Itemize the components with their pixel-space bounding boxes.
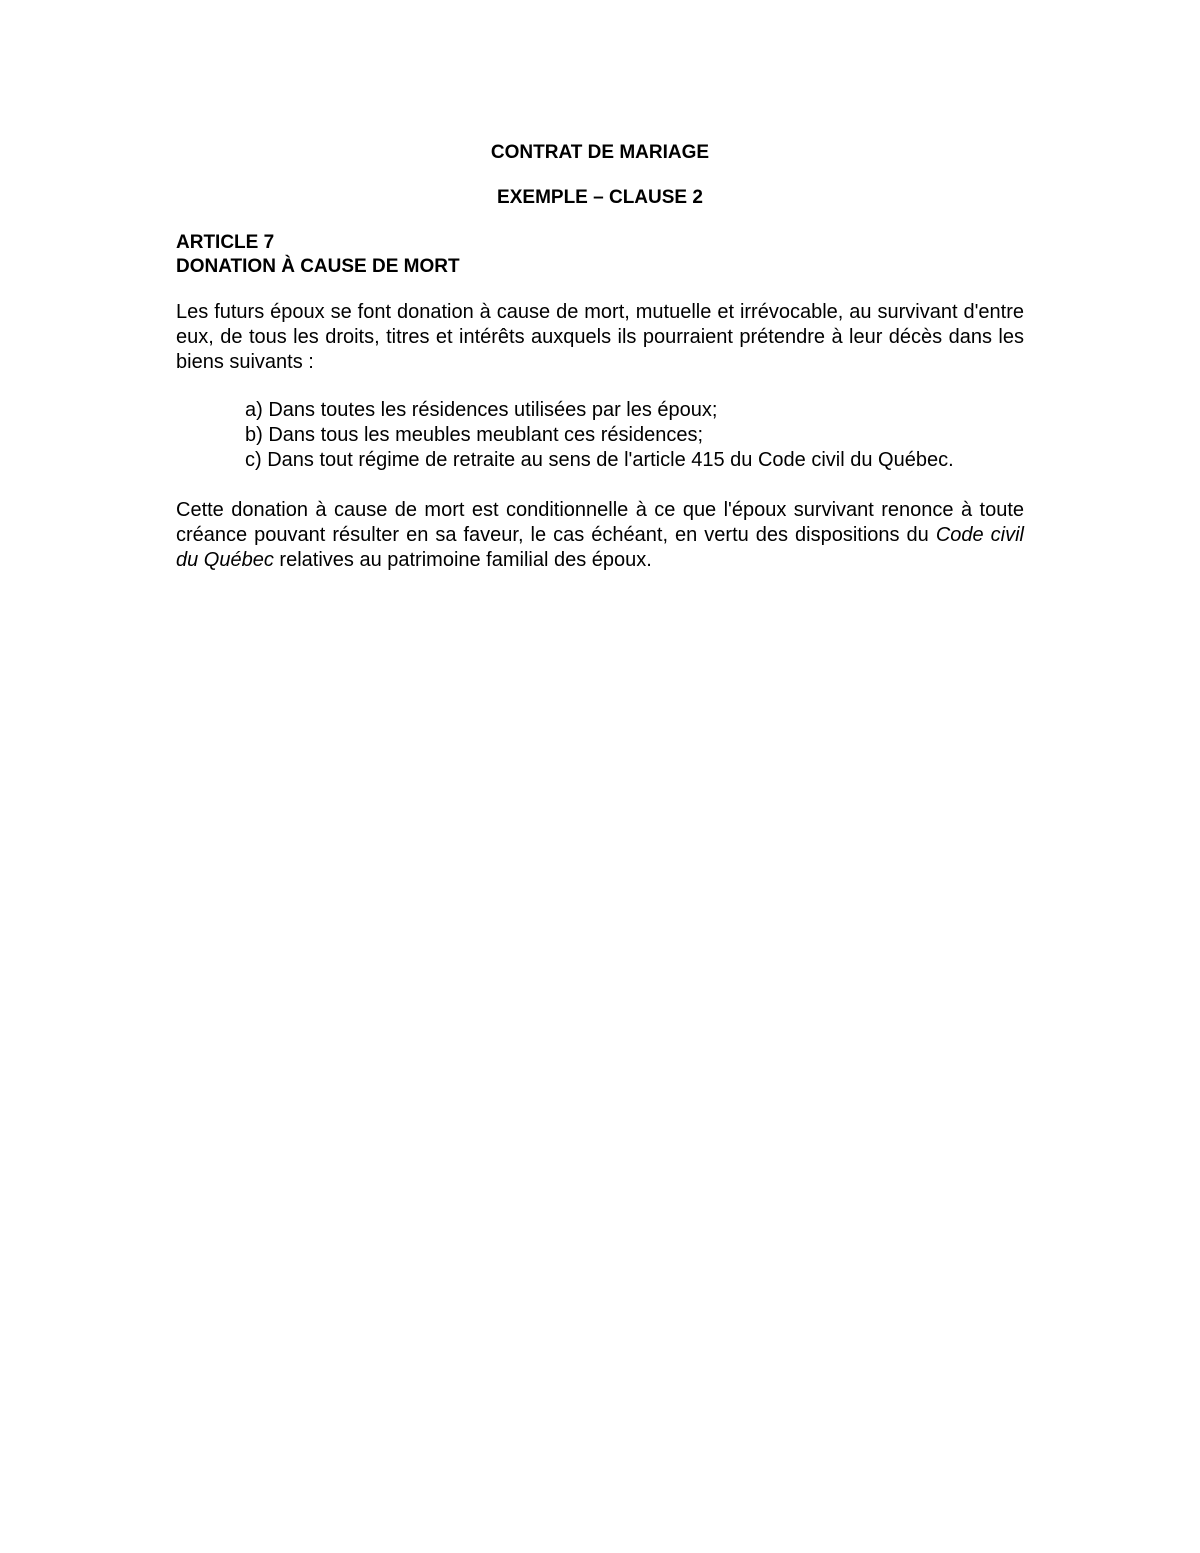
condition-paragraph (176, 498, 1024, 573)
document-subtitle: EXEMPLE – CLAUSE 2 (497, 187, 703, 208)
property-list (245, 398, 954, 473)
intro-paragraph-text: Les futurs époux se font donation à cause de mort, mutuelle et irrévocable, au survivant d'entre eux, de tous les droits, titres et intérêts auxquels ils pourraient prétendre à leur décès dans les biens suivants : (176, 301, 1024, 373)
list-item: c) Dans tout régime de retraite au sens de l'article 415 du Code civil du Québec. (245, 449, 954, 471)
list-item: b) Dans tous les meubles meublant ces résidences; (245, 424, 704, 446)
list-item: a) Dans toutes les résidences utilisées par les époux; (245, 399, 718, 421)
article-number: ARTICLE 7 (176, 232, 275, 253)
condition-text-start: Cette donation à cause de mort est conditionnelle à ce que l'époux survivant renonce à toute créance pouvant résulter en sa faveur, le cas échéant, en vertu des dispositions du (176, 499, 1024, 546)
article-heading: DONATION À CAUSE DE MORT (176, 256, 460, 277)
condition-text-end: relatives au patrimoine familial des époux. (273, 549, 652, 571)
intro-paragraph (176, 300, 1024, 375)
document-title: CONTRAT DE MARIAGE (490, 142, 710, 163)
code-civil-reference: Code civil du Québec (176, 524, 1024, 571)
